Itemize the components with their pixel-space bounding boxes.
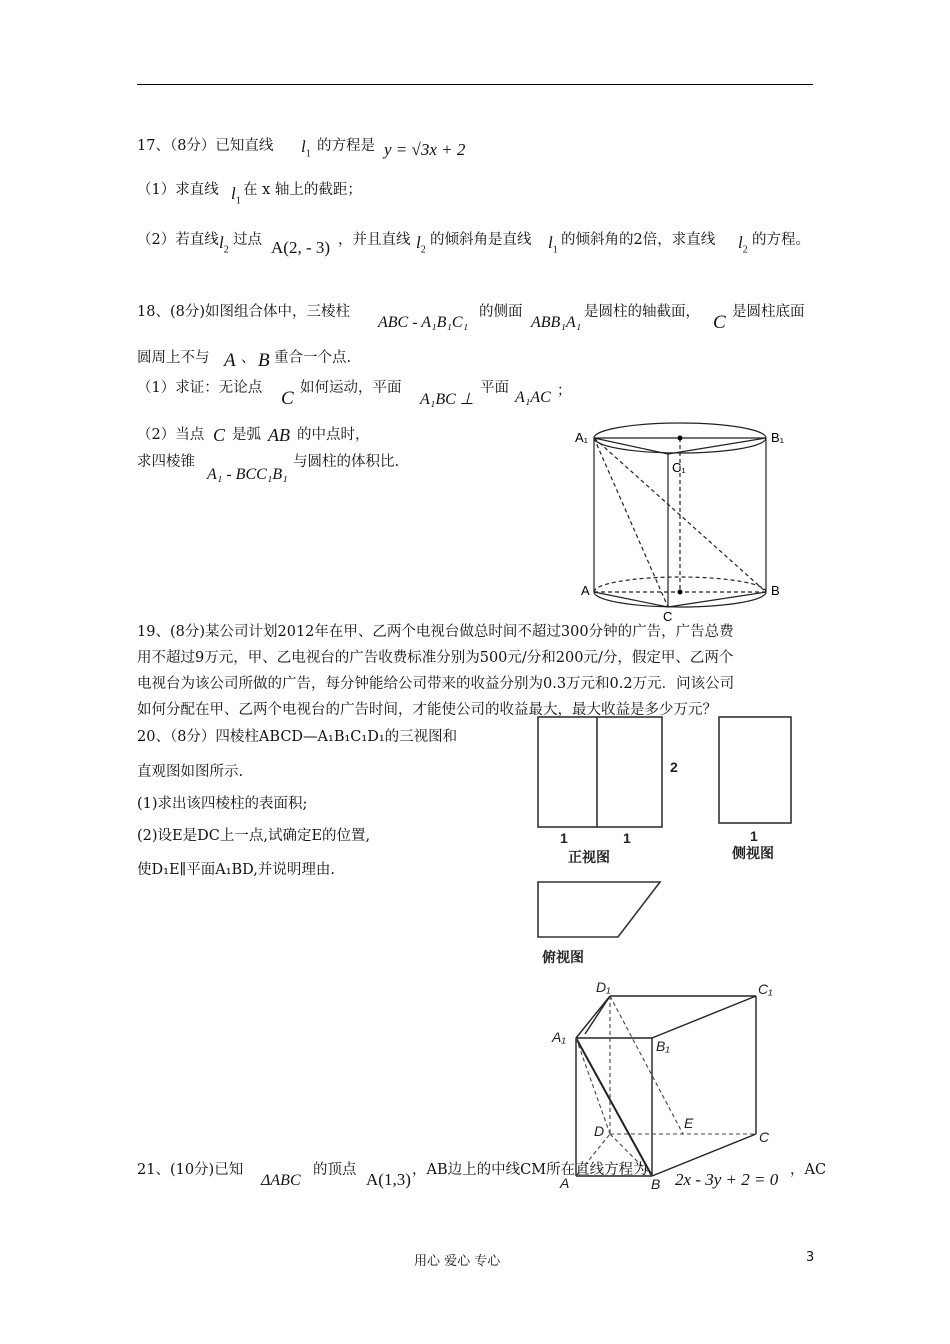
label-B1: B₁ [771, 430, 785, 445]
q19-line: 如何分配在甲、乙两个电视台的广告时间，才能使公司的收益最大，最大收益是多少万元？ [137, 702, 717, 718]
q20-line: 使D₁E∥平面A₁BD,并说明理由. [137, 862, 335, 878]
l2-symbol: $l_2$ [219, 233, 229, 256]
q20-line: (2)设E是DC上一点,试确定E的位置, [137, 828, 371, 844]
q18-axis-text: 是圆柱的轴截面， [584, 304, 700, 320]
q18-prism: ABC - A₁B₁C₁ [378, 314, 469, 331]
q17-part2-double: 的倾斜角的2倍，求直线 [561, 232, 716, 248]
label-C1: C₁ [672, 460, 686, 475]
q18-side-label: 的侧面 [479, 304, 523, 320]
q17-part2-angle: 的倾斜角是直线 [430, 232, 532, 248]
q17-part2-and: ，并且直线 [338, 232, 411, 248]
q21-median-text: ，AB边上的中线CM所在直线方程为 [412, 1162, 648, 1178]
edge-A1C [594, 438, 668, 607]
three-views-figure [530, 712, 800, 972]
q17-point: A(2, - 3) [271, 238, 331, 257]
q18-p2b: 是弧 [232, 427, 261, 443]
q21-point: A(1,3) [366, 1170, 411, 1189]
q20-line: 20、（8分）四棱柱ABCD—A₁B₁C₁D₁的三视图和 [137, 729, 458, 745]
q18-plane1: A₁BC ⊥ [420, 391, 474, 408]
q18-p1b: 如何运动，平面 [300, 380, 402, 396]
label-D1: D₁ [596, 979, 611, 995]
q18-p2a: （2）当点 [137, 427, 205, 443]
prism-solid-figure [548, 976, 788, 1191]
q18-p1c: 平面 [480, 380, 509, 396]
edge-A1D [576, 1038, 610, 1134]
l1-symbol: $l_1$ [301, 137, 311, 160]
front-view [538, 717, 662, 827]
side-view [719, 717, 791, 823]
q18-a: A [224, 350, 236, 371]
l2-symbol: $l_2$ [416, 233, 426, 256]
l2-symbol: $l_2$ [738, 233, 748, 256]
q20-line: (1)求出该四棱柱的表面积; [137, 796, 308, 812]
q18-p3a: 求四棱锥 [137, 454, 195, 470]
q17-eq-label: 的方程是 [317, 138, 375, 154]
q18-p1a: （1）求证：无论点 [137, 380, 263, 396]
label-B: B [651, 1176, 661, 1192]
l1-symbol: $l_1$ [548, 233, 558, 256]
q21-triangle: ΔABC [261, 1172, 301, 1189]
q18-b: B [258, 350, 270, 371]
q17-intro: 17、（8分）已知直线 [137, 138, 274, 154]
dim-side: 1 [750, 828, 758, 844]
q18-arc: AB [268, 425, 290, 445]
edge-D1E [610, 996, 683, 1134]
q18-p1d: ； [557, 383, 572, 399]
label-A1: A₁ [575, 430, 589, 445]
label-B: B [771, 583, 780, 598]
label-B1: B₁ [656, 1038, 670, 1054]
edge-A1B [576, 1038, 652, 1176]
q18-pyramid: A₁ - BCC₁B₁ [207, 466, 288, 483]
label-E: E [684, 1115, 694, 1131]
top-center-dot [678, 436, 683, 441]
edge-D1-front [585, 996, 610, 1034]
q18-plane2: A₁AC [515, 389, 551, 406]
top-view-caption: 俯视图 [542, 949, 584, 965]
q19-line: 19、(8分)某公司计划2012年在甲、乙两个电视台做总时间不超过300分钟的广告，广告总费 [137, 624, 734, 640]
cylinder-figure [570, 420, 800, 624]
q18-line2: 圆周上不与 [137, 350, 210, 366]
label-C: C [663, 609, 673, 624]
q18-p2c: 的中点时， [297, 427, 370, 443]
q21-intro: 21、(10分)已知 [137, 1162, 244, 1178]
label-A: A [581, 583, 590, 598]
q17-part2-pass: 过点 [233, 232, 262, 248]
q17-part1: （1）求直线 [137, 182, 219, 198]
q18-line2b: 重合一个点. [274, 350, 352, 366]
q19-line: 用不超过9万元，甲、乙电视台的广告收费标准分别为500元/分和200元/分，假定甲、乙两个 [137, 650, 734, 666]
q21-vertex-text: 的顶点 [313, 1162, 357, 1178]
dim-right: 1 [623, 830, 631, 846]
q18-intro: 18、(8分)如图组合体中，三棱柱 [137, 304, 350, 320]
q17-part1-text: 在 x 轴上的截距； [243, 182, 362, 198]
header-rule [137, 84, 813, 85]
dim-height: 2 [670, 759, 678, 775]
footer-motto: 用心 爱心 专心 [414, 1254, 501, 1269]
side-view-caption: 侧视图 [732, 845, 774, 861]
front-view-caption: 正视图 [568, 849, 610, 865]
q19-line: 电视台为该公司所做的广告，每分钟能给公司带来的收益分别为0.3万元和0.2万元．问该公司 [137, 676, 735, 692]
edge-A1D1 [576, 996, 610, 1038]
q18-c: C [713, 312, 726, 333]
label-C: C [759, 1129, 770, 1145]
label-A: A [560, 1175, 570, 1191]
l1-symbol: $l_1$ [231, 184, 241, 207]
label-C1: C₁ [758, 981, 773, 997]
page-number: 3 [806, 1250, 815, 1265]
q18-p3b: 与圆柱的体积比. [293, 454, 400, 470]
q17-part2: （2）若直线 [137, 232, 219, 248]
q18-face: ABB₁A₁ [531, 314, 582, 331]
q18-sep: 、 [241, 350, 256, 366]
bottom-center-dot [678, 590, 683, 595]
label-A1: A₁ [552, 1029, 566, 1045]
edge-CB [668, 592, 766, 607]
q18-base-text: 是圆柱底面 [732, 304, 805, 320]
edge-B1C1 [652, 996, 756, 1038]
q21-tail: ，AC [790, 1162, 827, 1178]
top-view [538, 882, 660, 937]
q17-part2-end: 的方程。 [752, 232, 810, 248]
q21-equation: 2x - 3y + 2 = 0 [675, 1170, 779, 1189]
q18-c2: C [281, 388, 294, 409]
label-D: D [594, 1123, 605, 1139]
q18-c3: C [213, 425, 226, 445]
q17-equation: y = √3x + 2 [384, 140, 466, 159]
q20-line: 直观图如图所示. [137, 764, 244, 780]
dim-left: 1 [560, 830, 568, 846]
